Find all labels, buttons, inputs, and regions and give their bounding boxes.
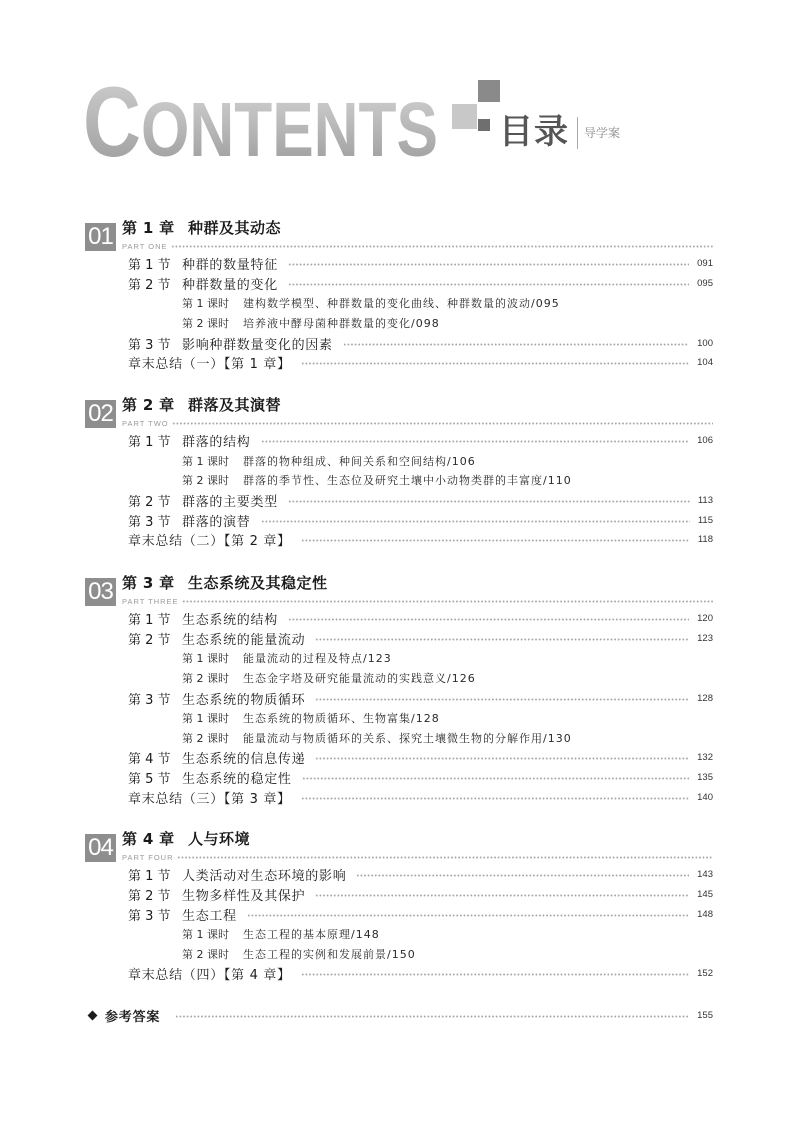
- section-title: 群落的演替: [182, 514, 251, 530]
- dot-leader: [315, 757, 689, 760]
- summary-title: 章末总结（二）【第 2 章】: [128, 534, 291, 550]
- section-label: 第 1 节: [128, 435, 171, 451]
- page-number: 155: [697, 1009, 713, 1021]
- section-title: 生态系统的能量流动: [182, 633, 306, 649]
- dot-leader: [175, 1015, 689, 1018]
- decor-square: [452, 104, 477, 129]
- toc-lesson-row: [182, 471, 713, 491]
- section-title: 生态系统的信息传递: [182, 751, 306, 767]
- toc-section-row: [128, 767, 713, 787]
- chapter-heading: [122, 830, 250, 848]
- toc-section-row: [128, 510, 713, 530]
- chapter-part-row: [122, 418, 713, 428]
- toc-section-row: [128, 333, 713, 353]
- dot-leader: [301, 973, 689, 976]
- dot-leader: [302, 777, 690, 780]
- toc-lesson-row: [182, 924, 713, 944]
- section-title: 生态系统的稳定性: [182, 771, 292, 787]
- page-number: 100: [697, 337, 713, 349]
- toc-section-row: [128, 629, 713, 649]
- toc-section-row: [128, 688, 713, 708]
- chapter-label: 第 4 章: [122, 830, 175, 848]
- title-divider: [577, 117, 578, 149]
- section-label: 第 3 节: [128, 908, 171, 924]
- chapter-number-badge: 02: [85, 400, 116, 428]
- chapter-title: 生态系统及其稳定性: [188, 574, 328, 592]
- toc-section-row: [128, 254, 713, 274]
- section-title: 人类活动对生态环境的影响: [182, 869, 347, 885]
- page-number: 132: [697, 751, 713, 763]
- section-label: 第 3 节: [128, 514, 171, 530]
- decor-square: [478, 119, 490, 131]
- part-label: PART FOUR: [122, 852, 174, 862]
- section-label: 第 1 节: [128, 613, 171, 629]
- section-label: 第 2 节: [128, 494, 171, 510]
- summary-title: 章末总结（三）【第 3 章】: [128, 791, 291, 807]
- lesson-title: 能量流动的过程及特点/123: [243, 652, 392, 666]
- toc-section-row: [128, 431, 713, 451]
- section-title: 生态系统的物质循环: [182, 692, 306, 708]
- lesson-label: 第 2 课时: [182, 948, 229, 962]
- section-label: 第 5 节: [128, 771, 171, 787]
- section-title: 种群的数量特征: [182, 258, 278, 274]
- toc-lesson-row: [182, 944, 713, 964]
- dot-leader: [261, 520, 690, 523]
- toc-summary-row: [128, 964, 713, 984]
- page-number: 135: [697, 771, 713, 783]
- dot-leader: [301, 539, 690, 542]
- lesson-label: 第 1 课时: [182, 454, 229, 468]
- dot-leader: [288, 283, 689, 286]
- lesson-title: 生态金字塔及研究能量流动的实践意义/126: [243, 672, 476, 686]
- page-number: 113: [697, 494, 713, 506]
- part-label: PART THREE: [122, 596, 179, 606]
- dot-leader: [261, 440, 690, 443]
- dotted-rule: [177, 856, 713, 859]
- lesson-label: 第 2 课时: [182, 731, 229, 745]
- lesson-title: 群落的物种组成、种间关系和空间结构/106: [243, 454, 476, 468]
- toc-lesson-row: [182, 294, 713, 314]
- lesson-title: 生态工程的基本原理/148: [243, 928, 380, 942]
- section-label: 第 1 节: [128, 258, 171, 274]
- page-number: 148: [697, 908, 713, 920]
- page-number: 143: [697, 869, 713, 881]
- answers-title: 参考答案: [105, 1009, 161, 1025]
- chapter-heading: [122, 574, 328, 592]
- decor-square: [478, 80, 500, 102]
- page-number: 115: [697, 514, 713, 526]
- toc-lesson-row: [182, 668, 713, 688]
- chapter-part-row: [122, 596, 713, 606]
- dot-leader: [315, 894, 689, 897]
- part-label: PART ONE: [122, 241, 168, 251]
- lesson-label: 第 2 课时: [182, 672, 229, 686]
- toc-lesson-row: [182, 649, 713, 669]
- contents-wordmark: ONTENTS: [141, 87, 438, 170]
- chapter-title: 群落及其演替: [188, 396, 282, 414]
- lesson-title: 生态系统的物质循环、生物富集/128: [243, 711, 440, 725]
- toc-section-row: [128, 609, 713, 629]
- chapter-label: 第 3 章: [122, 574, 175, 592]
- section-title: 影响种群数量变化的因素: [182, 337, 333, 353]
- chapter-part-row: [122, 852, 713, 862]
- lesson-title: 建构数学模型、种群数量的变化曲线、种群数量的波动/095: [243, 297, 560, 311]
- page-subtitle: 导学案: [584, 126, 621, 140]
- summary-title: 章末总结（一）【第 1 章】: [128, 357, 291, 373]
- toc-section-row: [128, 905, 713, 925]
- chapter-number-badge: 04: [85, 834, 116, 862]
- dotted-rule: [182, 600, 713, 603]
- dot-leader: [315, 698, 689, 701]
- section-title: 群落的主要类型: [182, 494, 278, 510]
- section-title: 生物多样性及其保护: [182, 889, 306, 905]
- page-number: 120: [697, 613, 713, 625]
- page-number: 145: [697, 889, 713, 901]
- lesson-title: 培养液中酵母菌种群数量的变化/098: [243, 317, 440, 331]
- toc-summary-row: [128, 787, 713, 807]
- section-title: 种群数量的变化: [182, 278, 278, 294]
- section-label: 第 2 节: [128, 633, 171, 649]
- chapter-entries: [0, 431, 799, 550]
- contents-initial-letter: C: [83, 66, 141, 170]
- page-number: 118: [697, 534, 713, 546]
- section-label: 第 1 节: [128, 869, 171, 885]
- chapter-label: 第 1 章: [122, 219, 175, 237]
- toc-section-row: [128, 748, 713, 768]
- toc-lesson-row: [182, 451, 713, 471]
- page-number: 095: [697, 278, 713, 290]
- toc-section-row: [128, 274, 713, 294]
- dot-leader: [343, 343, 689, 346]
- page-number: 123: [697, 633, 713, 645]
- toc-lesson-row: [182, 728, 713, 748]
- lesson-label: 第 1 课时: [182, 652, 229, 666]
- dotted-rule: [172, 422, 713, 425]
- section-title: 生态系统的结构: [182, 613, 278, 629]
- lesson-label: 第 1 课时: [182, 928, 229, 942]
- dot-leader: [288, 500, 690, 503]
- answers-entry: [87, 1005, 713, 1025]
- dotted-rule: [171, 245, 713, 248]
- toc-summary-row: [128, 530, 713, 550]
- chapter-entries: [0, 254, 799, 373]
- page-number: 106: [697, 435, 713, 447]
- section-label: 第 3 节: [128, 692, 171, 708]
- page-number: 091: [697, 258, 713, 270]
- lesson-title: 群落的季节性、生态位及研究土壤中小动物类群的丰富度/110: [243, 474, 572, 488]
- dot-leader: [247, 914, 689, 917]
- toc-lesson-row: [182, 313, 713, 333]
- page-number: 128: [697, 692, 713, 704]
- toc-lesson-row: [182, 708, 713, 728]
- lesson-label: 第 2 课时: [182, 317, 229, 331]
- section-label: 第 2 节: [128, 889, 171, 905]
- section-title: 生态工程: [182, 908, 237, 924]
- chapter-entries: [0, 865, 799, 984]
- chapter-heading: [122, 219, 281, 237]
- diamond-bullet-icon: [88, 1010, 98, 1020]
- section-label: 第 4 节: [128, 751, 171, 767]
- lesson-label: 第 1 课时: [182, 711, 229, 725]
- lesson-label: 第 1 课时: [182, 297, 229, 311]
- chapter-label: 第 2 章: [122, 396, 175, 414]
- chapter-part-row: [122, 241, 713, 251]
- page-number: 152: [697, 968, 713, 980]
- page-number: 104: [697, 357, 713, 369]
- masthead-graphic: [0, 0, 799, 170]
- dot-leader: [315, 638, 689, 641]
- dot-leader: [288, 618, 689, 621]
- toc-section-row: [128, 885, 713, 905]
- chapter-entries: [0, 609, 799, 807]
- page-number: 140: [697, 791, 713, 803]
- page-title: 目录: [499, 112, 569, 152]
- dot-leader: [356, 874, 689, 877]
- chapter-title: 种群及其动态: [188, 219, 282, 237]
- summary-title: 章末总结（四）【第 4 章】: [128, 968, 291, 984]
- section-label: 第 3 节: [128, 337, 171, 353]
- toc-summary-row: [128, 353, 713, 373]
- toc-section-row: [128, 865, 713, 885]
- section-label: 第 2 节: [128, 278, 171, 294]
- lesson-label: 第 2 课时: [182, 474, 229, 488]
- lesson-title: 生态工程的实例和发展前景/150: [243, 948, 416, 962]
- part-label: PART TWO: [122, 418, 169, 428]
- dot-leader: [288, 263, 689, 266]
- chapter-number-badge: 03: [85, 578, 116, 606]
- chapter-title: 人与环境: [188, 830, 251, 848]
- chapter-number-badge: 01: [85, 223, 116, 251]
- lesson-title: 能量流动与物质循环的关系、探究土壤微生物的分解作用/130: [243, 731, 572, 745]
- toc-section-row: [128, 490, 713, 510]
- dot-leader: [301, 362, 689, 365]
- chapter-heading: [122, 396, 281, 414]
- dot-leader: [301, 797, 689, 800]
- section-title: 群落的结构: [182, 435, 251, 451]
